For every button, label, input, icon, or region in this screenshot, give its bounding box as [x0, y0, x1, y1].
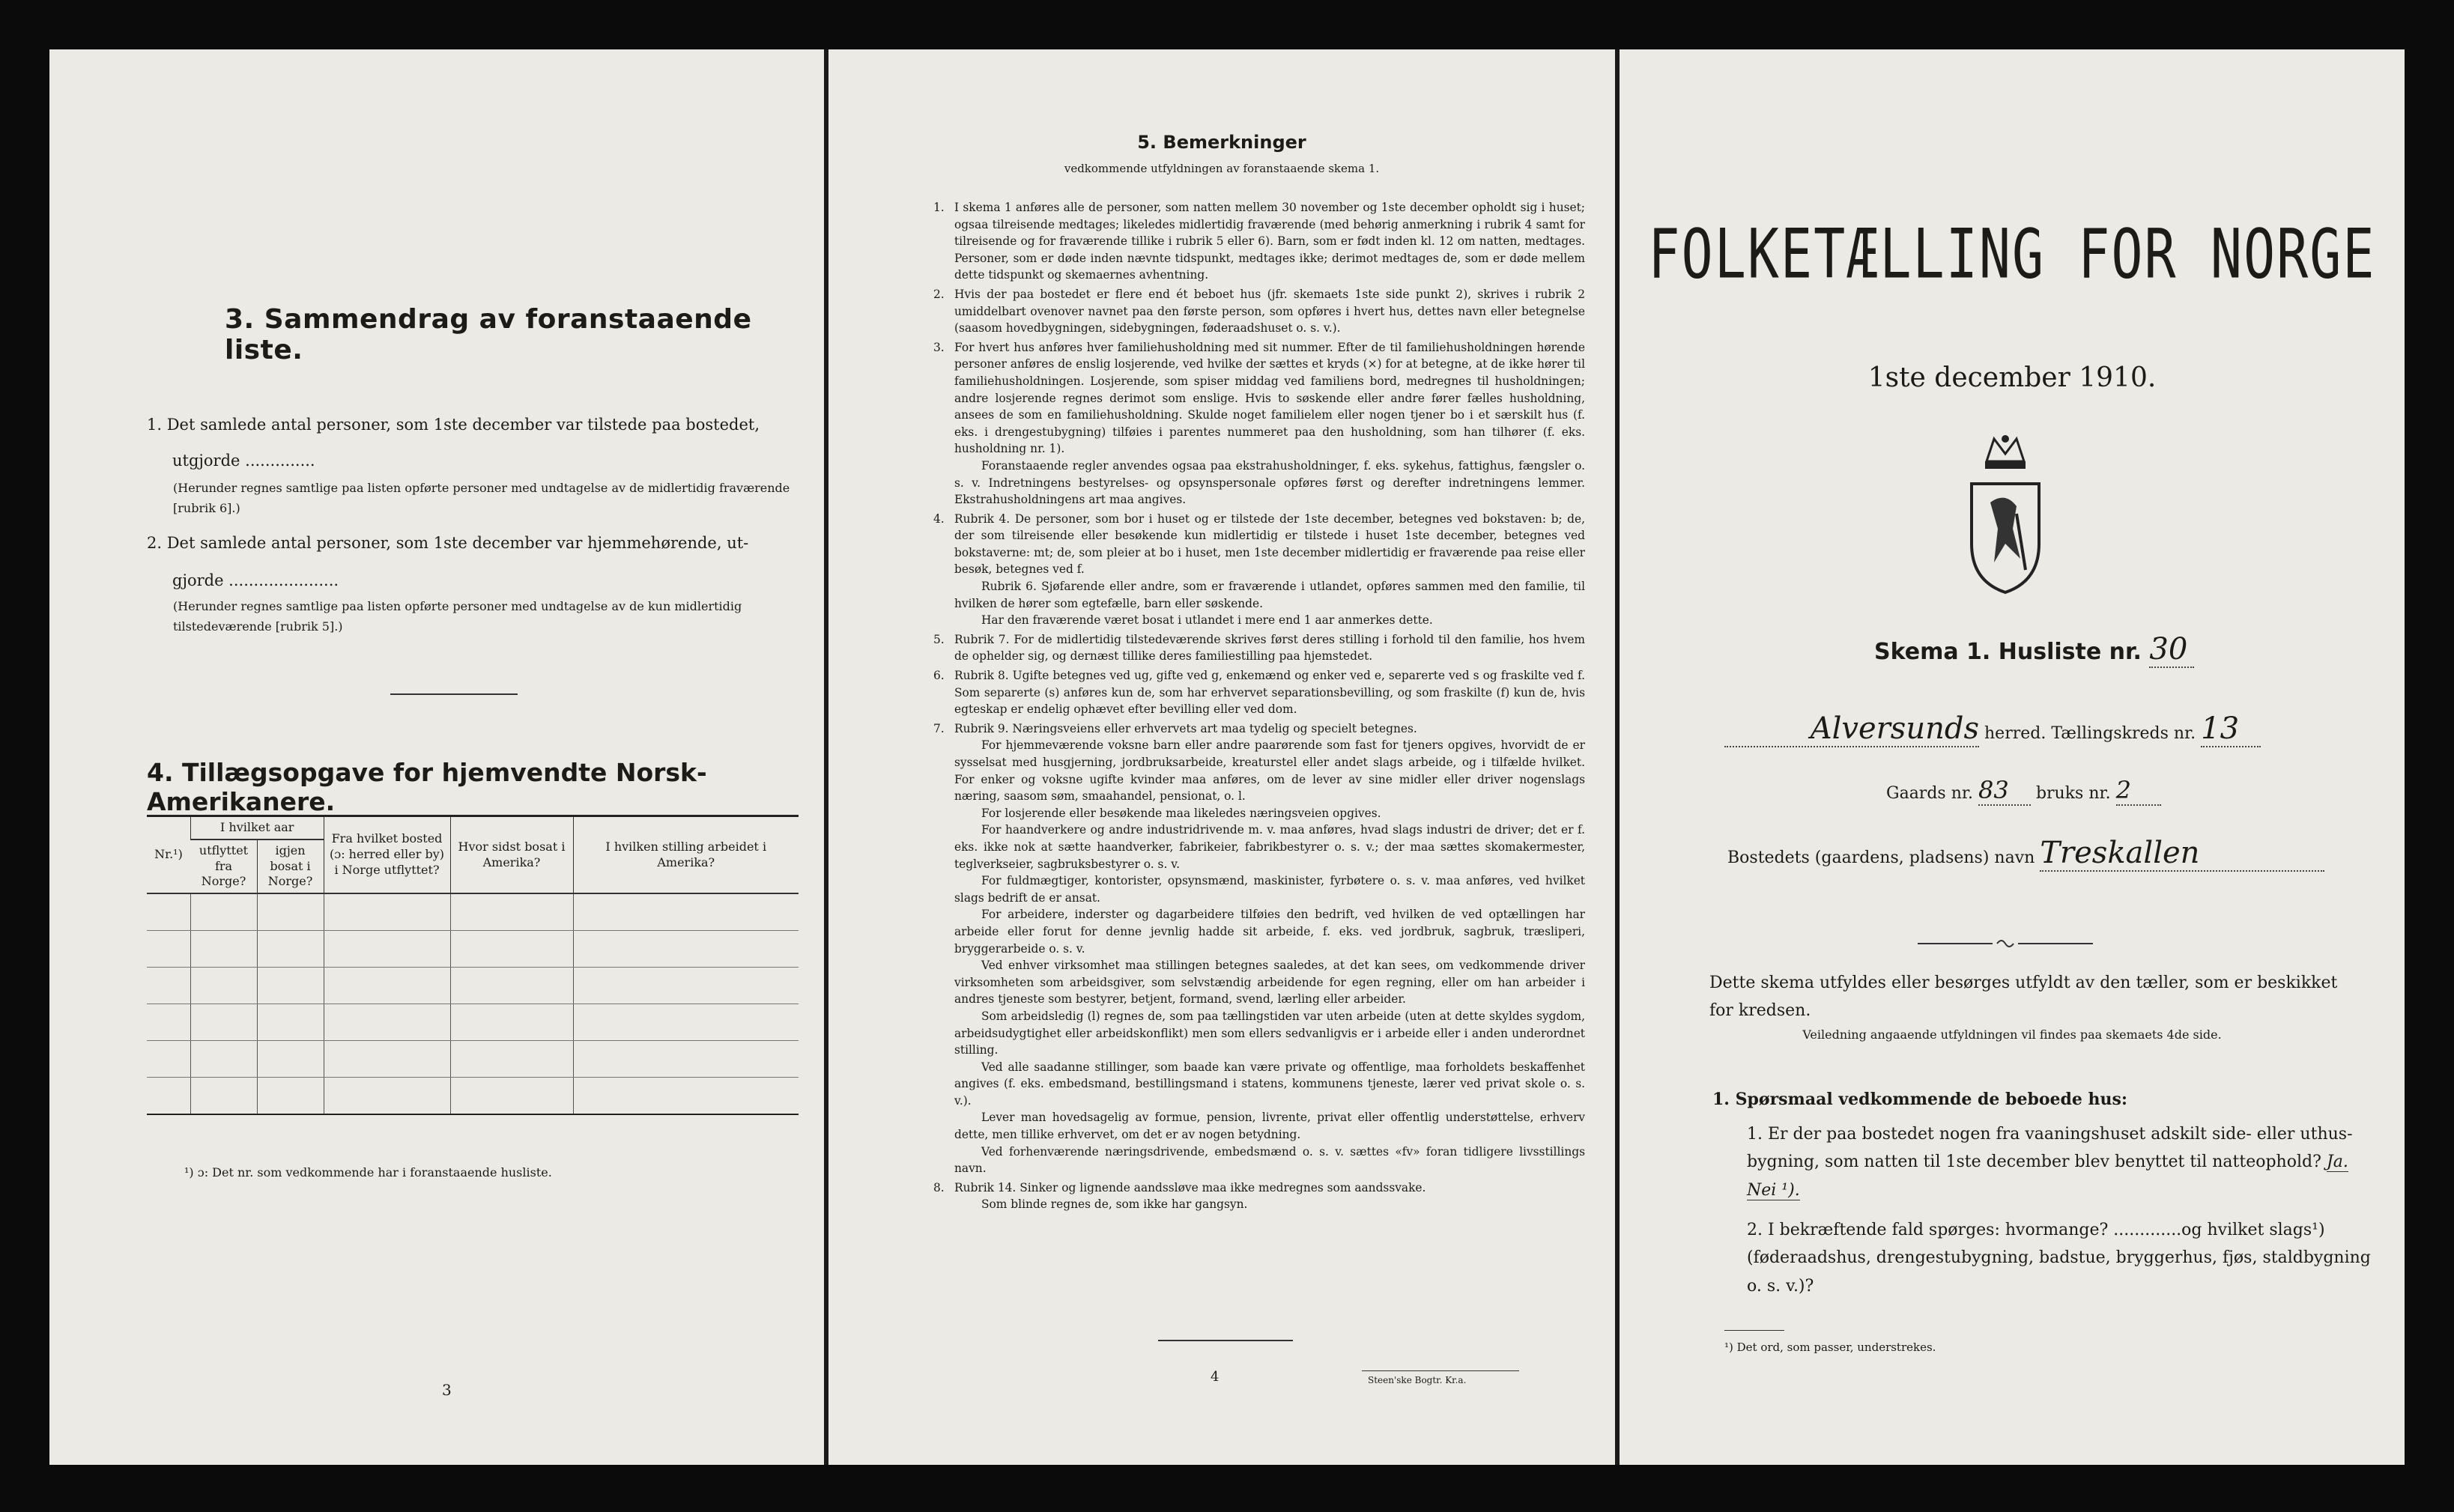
remark-body	[954, 667, 1585, 718]
question-2: 2. I bekræftende fald spørges: hvormange? .............og hvilket slags¹) (føderaadshus, drengestubygning, badstue, bryggerhus, fjøs, staldbygning o. s. v.)?	[1747, 1221, 2371, 1296]
question-header	[1712, 1086, 2127, 1114]
summary-item-1: 1. Det samlede antal personer, som 1ste december var tilstede paa bostedet,	[147, 416, 760, 434]
remarks-list	[933, 199, 1585, 1215]
herred-value: Alversunds	[1724, 711, 1979, 747]
gaards-value: 83	[1978, 776, 2031, 806]
table-row	[147, 1078, 799, 1115]
remark-paragraph: For arbeidere, inderster og dagarbeidere tilføies den bedrift, ved hvilken de ved optællingen har arbeide eller forut for denne jevnlig hadde sit arbeide, f. eks. ved jordbruk, sagbruk, træsliperi, bryggerarbeide o. s. v.	[954, 908, 1585, 956]
remark-item	[933, 511, 1585, 629]
remark-paragraph: Hvis der paa bostedet er flere end ét beboet hus (jfr. skemaets 1ste side punkt 2), skrives i rubrik 2 umiddelbart ovenover navnet paa den første person, som opføres i hvert hus, dettes navn eller betegnelse (saasom hovedbygningen, sidebygningen, føderaadshuset o. s. v.).	[954, 287, 1585, 336]
bruks-label: bruks nr.	[2035, 784, 2111, 803]
herred-label: herred.	[1984, 724, 2046, 743]
bosted-label: Bostedets (gaardens, pladsens) navn	[1727, 848, 2035, 867]
question-1	[1747, 1120, 2376, 1204]
norsk-amerikanere-table	[147, 815, 799, 1115]
remark-body	[954, 1179, 1585, 1213]
page-number: 4	[1211, 1369, 1220, 1385]
remark-paragraph: For losjerende eller besøkende maa likeledes næringsveien opgives.	[981, 806, 1381, 820]
remark-body	[954, 199, 1585, 284]
remark-paragraph: Har den fraværende været bosat i utlandet i mere end 1 aar anmerkes dette.	[981, 613, 1433, 628]
section-3-title: 3. Sammendrag av foranstaaende liste.	[225, 304, 752, 365]
census-title: FOLKETÆLLING FOR NORGE	[1648, 214, 2376, 294]
kreds-label: Tællingskreds nr.	[2051, 724, 2196, 743]
remark-paragraph: Ved forhenværende næringsdrivende, embedsmænd o. s. v. sættes «fv» foran tidligere livsstillings navn.	[954, 1144, 1585, 1176]
remark-number: 2.	[933, 287, 945, 301]
page-number: 3	[442, 1381, 452, 1399]
remark-paragraph: For hjemmeværende voksne barn eller andre paarørende som fast for tjeners opgives, hvorvidt de er sysselsat med husgjerning, jordbruksarbeide, kreaturstel eller andet slags arbeide, og i tilfælde hvilket. For enker og voksne ugifte kvinder maa anføres, om de lever av sine midler eller driver nogenslags næring, saasom søm, smaahandel, pensionat, o. l.	[954, 738, 1585, 804]
remark-number: 8.	[933, 1180, 945, 1194]
remark-paragraph: For haandverkere og andre industridrivende m. v. maa anføres, hvad slags industri de driver; det er f. eks. ikke nok at sætte haandverker, fabrikeier, fabrikbestyrer o. s. v.; der maa sættes skomakermester, teglverkseier, sagbruksbestyrer o. s. v.	[954, 823, 1585, 871]
remark-body	[954, 339, 1585, 508]
table-row	[147, 968, 799, 1004]
remark-paragraph: Ved alle saadanne stillinger, som baade kan være private og offentlige, maa forholdets beskaffenhet angives (f. eks. embedsmand, bestillingsmand i statens, kommunens tjeneste, lærer ved privat skole o. s. v.).	[954, 1060, 1585, 1108]
remarks-title: 5. Bemerkninger	[1137, 132, 1306, 153]
remark-paragraph: Lever man hovedsagelig av formue, pension, livrente, privat eller offentlig understøttelse, erhverv dette, men tillike erhvervet, om det er av nogen betydning.	[954, 1111, 1585, 1142]
col-igjen-bosat: igjen bosat i Norge?	[257, 840, 324, 893]
remark-item	[933, 339, 1585, 508]
bosted-line	[1727, 836, 2324, 872]
remark-paragraph: Rubrik 9. Næringsveiens eller erhvervets art maa tydelig og specielt betegnes.	[954, 721, 1417, 735]
remark-item	[933, 199, 1585, 284]
bosted-value: Treskallen	[2040, 836, 2324, 872]
question-header-text: 1. Spørsmaal vedkommende de beboede hus:	[1712, 1090, 2128, 1109]
col-stilling: I hvilken stilling arbeidet i Amerika?	[573, 816, 799, 894]
section-4-title: 4. Tillægsopgave for hjemvendte Norsk-Amerikanere.	[147, 758, 707, 816]
summary-item-2-note: (Herunder regnes samtlige paa listen opførte personer med undtagelse av de kun midlertidig tilstedeværende [rubrik 5].)	[173, 599, 742, 634]
summary-item-2-continued: gjorde ......................	[172, 571, 339, 589]
page-footnote: ¹) Det ord, som passer, understrekes.	[1724, 1341, 1936, 1354]
gaards-line	[1886, 776, 2161, 806]
skema-label	[1874, 632, 2194, 668]
remark-paragraph: Som arbeidsledig (l) regnes de, som paa tællingstiden var uten arbeide (uten at dette skyldes sygdom, arbeidsudygtighet eller arbeidskonflikt) men som ellers sedvanligvis er i arbeide eller i anden underordnet stilling.	[954, 1009, 1585, 1057]
summary-item-1-continued: utgjorde ..............	[172, 452, 315, 470]
skema-text: Skema 1. Husliste nr.	[1874, 639, 2142, 665]
instruction-paragraph: Dette skema utfyldes eller besørges utfyldt av den tæller, som er beskikket for kredsen.	[1709, 974, 2338, 1021]
remark-paragraph: Rubrik 8. Ugifte betegnes ved ug, gifte ved g, enkemænd og enker ved e, separerte ved s og fraskilte ved f. Som separerte (s) anføres kun de, som har erhvervet separationsbevilling, og som fraskilte (f) kun de, hvis egteskap er endelig ophævet efter bevilling eller ved dom.	[954, 669, 1585, 717]
remark-item	[933, 631, 1585, 665]
remark-paragraph: Som blinde regnes de, som ikke har gangsyn.	[981, 1197, 1248, 1212]
remark-number: 7.	[933, 721, 945, 735]
table-footnote: ¹) ɔ: Det nr. som vedkommende har i foranstaaende husliste.	[184, 1165, 552, 1179]
question-1-text: 1. Er der paa bostedet nogen fra vaaningshuset adskilt side- eller uthus-bygning, som natten til 1ste december blev benyttet til natteophold?	[1747, 1125, 2353, 1172]
herred-line	[1724, 711, 2261, 747]
remark-paragraph: I skema 1 anføres alle de personer, som natten mellem 30 november og 1ste december opholdt sig i huset; ogsaa tilreisende medtages; likeledes midlertidig fraværende (med behørig anmerkning i rubrik 4 samt for tilreisende og for fraværende tillike i rubrik 5 eller 6). Barn, som er født inden kl. 12 om natten, medtages. Personer, som er døde inden nævnte tidspunkt, medtages ikke; derimot medtages de, som er døde mellem dette tidspunkt og skemaernes avhentning.	[954, 201, 1585, 282]
col-nr: Nr.¹)	[147, 816, 191, 894]
remark-item	[933, 1179, 1585, 1213]
page-3-left	[49, 49, 824, 1465]
ornament-divider-icon	[1918, 938, 2093, 950]
table-row	[147, 1004, 799, 1041]
remark-item	[933, 286, 1585, 337]
remark-number: 1.	[933, 201, 945, 214]
col-utflyttet: utflyttet fra Norge?	[191, 840, 258, 893]
footnote-rule	[1724, 1330, 1784, 1331]
remark-item	[933, 667, 1585, 718]
table-row	[147, 931, 799, 968]
printer-mark: Steen'ske Bogtr. Kr.a.	[1368, 1375, 1467, 1385]
page-1-right	[1620, 49, 2405, 1465]
remark-paragraph: Rubrik 7. For de midlertidig tilstedeværende skrives først deres stilling i forhold til den familie, hos hvem de ophelder sig, og dernæst tillike deres familiestilling paa hjemstedet.	[954, 632, 1585, 664]
remark-body	[954, 720, 1585, 1177]
col-group-hvilket-aar: I hvilket aar	[191, 816, 324, 840]
remark-number: 3.	[933, 340, 945, 354]
printer-rule	[1362, 1370, 1519, 1371]
remark-number: 4.	[933, 511, 945, 526]
remark-paragraph: Rubrik 4. De personer, som bor i huset og er tilstede der 1ste december, betegnes ved bokstaven: b; de, der som tilreisende eller besøkende kun midlertidig er tilstede i huset 1ste december, betegnes ved bokstaverne: mt; de, som pleier at bo i huset, men 1ste december midlertidig er fraværende paa reise eller besøk, betegnes ved f.	[954, 511, 1585, 577]
remark-number: 6.	[933, 669, 945, 683]
remark-body	[954, 286, 1585, 337]
norway-coat-of-arms-icon	[1964, 431, 2046, 596]
husliste-nr-value: 30	[2149, 632, 2194, 668]
table-row	[147, 1041, 799, 1078]
end-rule	[1158, 1340, 1293, 1341]
remark-body	[954, 631, 1585, 665]
table-row	[147, 893, 799, 931]
remark-paragraph: Rubrik 14. Sinker og lignende aandssløve maa ikke medregnes som aandssvake.	[954, 1180, 1426, 1194]
section-divider	[390, 693, 518, 695]
remark-paragraph: For hvert hus anføres hver familiehusholdning med sit nummer. Efter de til familiehusholdningen hørende personer anføres de enslig losjerende, ved hvilke der sættes et kryds (×) for at betegne, at de ikke hører til familiehusholdningen. Losjerende, som spiser middag ved familiens bord, medregnes til husholdningen; andre losjerende regnes derimot som enslige. Hvis to søskende eller andre fører fælles husholdning, ansees de som en familiehusholdning. Skulde noget familielem eller nogen tjener bo i et særskilt hus (f. eks. i drengestubygning) tilføies i parentes nummeret paa den husholdning, som han tilhører (f. eks. husholdning nr. 1).	[954, 340, 1585, 456]
remark-paragraph: For fuldmægtiger, kontorister, opsynsmænd, maskinister, fyrbøtere o. s. v. maa anføres, ved hvilket slags bedrift de er ansat.	[954, 874, 1585, 905]
census-date: 1ste december 1910.	[1867, 362, 2157, 393]
remark-paragraph: Rubrik 6. Sjøfarende eller andre, som er fraværende i utlandet, opføres sammen med den familie, til hvilken de hører som egtefælle, barn eller søskende.	[954, 580, 1585, 610]
bruks-value: 2	[2116, 776, 2161, 806]
col-sidst-bosat: Hvor sidst bosat i Amerika?	[450, 816, 573, 894]
col-fra-bosted: Fra hvilket bosted (ɔ: herred eller by) i Norge utflyttet?	[324, 816, 450, 894]
remark-number: 5.	[933, 632, 945, 646]
veiledning-note: Veiledning angaaende utfyldningen vil findes paa skemaets 4de side.	[1802, 1027, 2222, 1042]
remark-item	[933, 720, 1585, 1177]
kreds-value: 13	[2201, 711, 2261, 747]
summary-item-1-note: (Herunder regnes samtlige paa listen opførte personer med undtagelse av de midlertidig fraværende [rubrik 6].)	[173, 481, 790, 516]
remark-paragraph: Foranstaaende regler anvendes ogsaa paa ekstrahusholdninger, f. eks. sykehus, fattighus, fængsler o. s. v. Indretningens bestyrelses- og opsynspersonale opføres først og derefter indretningens lemmer. Ekstrahusholdningens art maa angives.	[954, 458, 1585, 507]
remark-body	[954, 511, 1585, 629]
remarks-subtitle: vedkommende utfyldningen av foranstaaende skema 1.	[1064, 162, 1380, 175]
remark-paragraph: Ved enhver virksomhet maa stillingen betegnes saaledes, at det kan sees, om vedkommende driver virksomheten som arbeidsgiver, som selvstændig arbeidende for egen regning, eller om han arbeider i andres tjeneste som bestyrer, betjent, formand, svend, lærling eller arbeider.	[954, 959, 1585, 1007]
gaards-label: Gaards nr.	[1886, 784, 1973, 803]
summary-item-2: 2. Det samlede antal personer, som 1ste december var hjemmehørende, ut-	[147, 534, 749, 552]
question-1-answer: Ja. Nei ¹).	[1747, 1153, 2348, 1200]
page-4-middle	[828, 49, 1615, 1465]
